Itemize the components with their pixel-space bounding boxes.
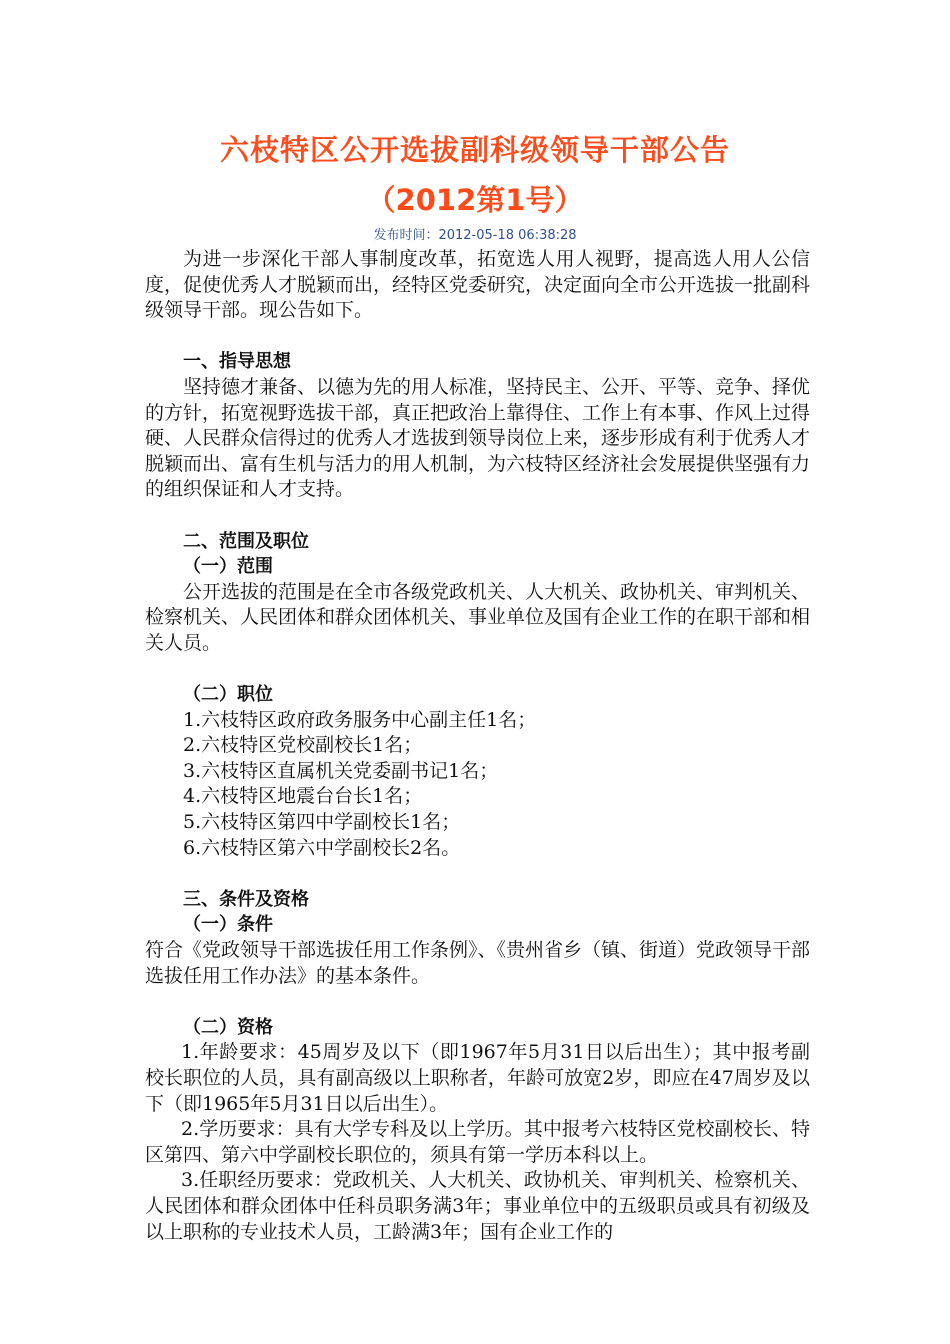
document-title: 六枝特区公开选拔副科级领导干部公告 (219, 133, 730, 167)
position-item: 6.六枝特区第六中学副校长2名。 (183, 836, 461, 859)
document-number: （2012第1号） (366, 183, 584, 217)
publish-time (0, 226, 950, 246)
guiding-ideology-paragraph: 坚持德才兼备、以德为先的用人标准，坚持民主、公开、平等、竞争、择优的方针，拓宽视野选拔干部，真正把政治上靠得住、工作上有本事、作风上过得硬、人民群众信得过的优秀人才选拔到领导岗位上来，逐步形成有利于优秀人才脱颖而出、富有生机与活力的用人机制，为六枝特区经济社会发展提供坚强有力的组织保证和人才支持。 (145, 375, 811, 501)
subheading-scope: （一）范围 (183, 556, 273, 578)
document-body (145, 247, 810, 1245)
subheading-positions: （二）职位 (183, 684, 273, 706)
conditions-paragraph: 符合《党政领导干部选拔任用工作条例》、《贵州省乡（镇、街道）党政领导干部选拔任用工作办法》的基本条件。 (145, 939, 811, 987)
position-item: 5.六枝特区第四中学副校长1名； (183, 811, 461, 834)
section-heading-scope-positions: 二、范围及职位 (183, 530, 309, 552)
subheading-conditions: （一）条件 (183, 914, 273, 936)
scope-paragraph: 公开选拔的范围是在全市各级党政机关、人大机关、政协机关、审判机关、检察机关、人民团体和群众团体机关、事业单位及国有企业工作的在职干部和相关人员。 (145, 580, 811, 654)
publish-time-label: 发布时间： (373, 228, 439, 243)
position-item: 3.六枝特区直属机关党委副书记1名； (183, 759, 499, 782)
requirement-item: 3.任职经历要求：党政机关、人大机关、政协机关、审判机关、检察机关、人民团体和群众团体中任科员职务满3年；事业单位中的五级职员或具有初级及以上职称的专业技术人员，工龄满3年；国有企业工作的 (145, 1169, 810, 1243)
subheading-qualifications: （二）资格 (183, 1016, 273, 1038)
position-item: 1.六枝特区政府政务服务中心副主任1名； (183, 708, 537, 731)
requirement-item: 1.年龄要求：45周岁及以下（即1967年5月31日以后出生）；其中报考副校长职位的人员，具有副高级以上职称者，年龄可放宽2岁，即应在47周岁及以下（即1965年5月31日以后出生）。 (145, 1041, 810, 1115)
section-heading-conditions-qualifications: 三、条件及资格 (183, 888, 309, 910)
publish-time-value: 2012-05-18 06:38:28 (438, 228, 577, 243)
position-item: 2.六枝特区党校副校长1名； (183, 734, 423, 757)
requirement-item: 2.学历要求：具有大学专科及以上学历。其中报考六枝特区党校副校长、特区第四、第六中学副校长职位的，须具有第一学历本科以上。 (145, 1118, 810, 1166)
intro-paragraph: 为进一步深化干部人事制度改革，拓宽选人用人视野，提高选人用人公信度，促使优秀人才脱颖而出，经特区党委研究，决定面向全市公开选拔一批副科级领导干部。现公告如下。 (145, 248, 811, 322)
section-heading-guiding-ideology: 一、指导思想 (183, 351, 291, 373)
position-item: 4.六枝特区地震台台长1名； (183, 785, 423, 808)
